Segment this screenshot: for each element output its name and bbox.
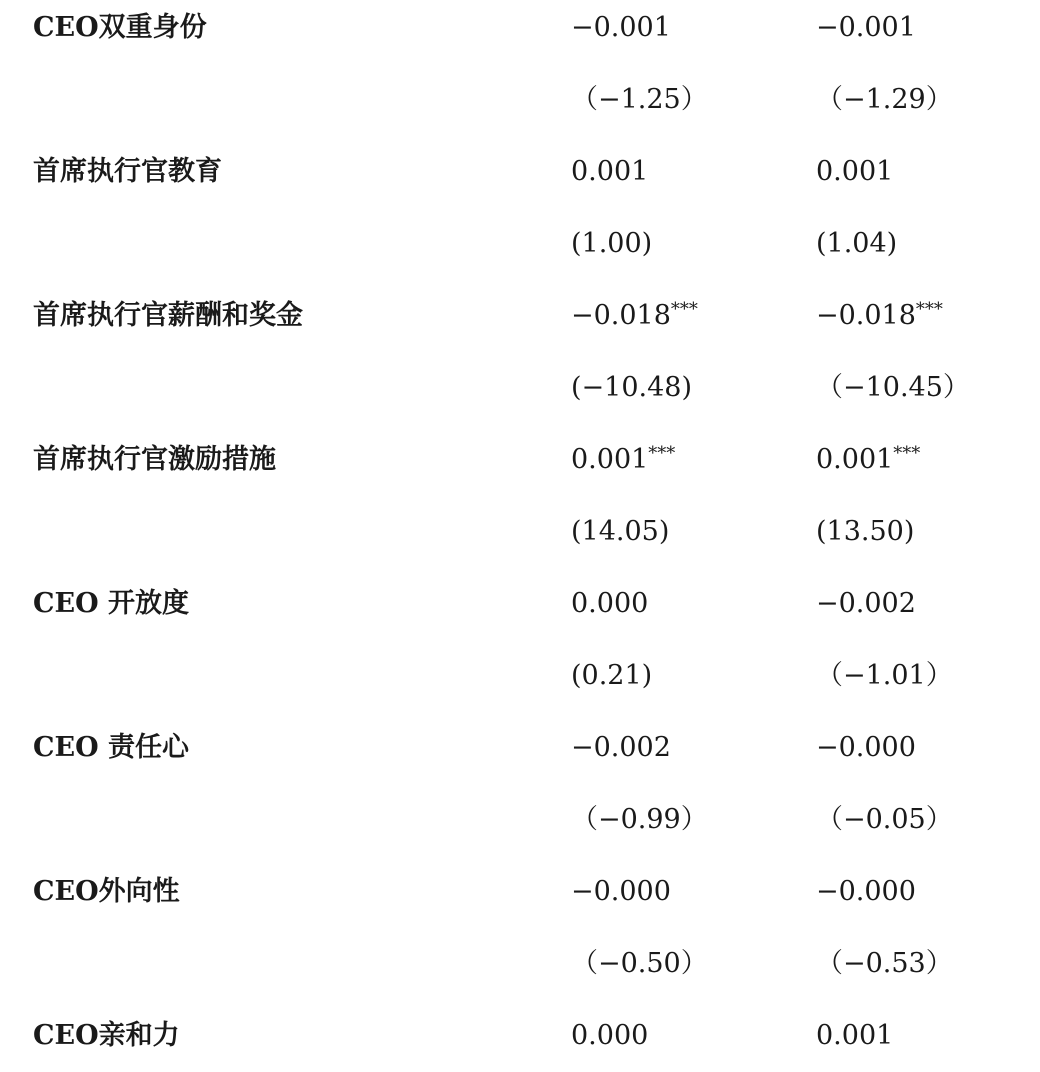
tstat-col2: (13.50) [816, 516, 915, 547]
coefficient-col2: −0.000 [816, 876, 916, 907]
coefficient-col2: 0.001 [816, 156, 894, 187]
tstat-col2: （−0.53） [816, 948, 953, 979]
significance-stars: *** [893, 443, 921, 464]
table-row [0, 568, 1040, 640]
table-row [0, 856, 1040, 928]
coefficient-col2: 0.001*** [816, 443, 921, 475]
coefficient-col2: −0.018*** [816, 299, 943, 331]
row-label: CEO 开放度 [33, 588, 189, 619]
significance-stars: *** [670, 299, 698, 320]
coefficient-col1: −0.000 [571, 876, 671, 907]
row-label: CEO外向性 [33, 876, 180, 907]
significance-stars: *** [648, 443, 676, 464]
table-row [0, 640, 1040, 712]
coefficient-col1: 0.000 [571, 1020, 649, 1051]
tstat-col2: （−1.29） [816, 84, 953, 115]
table-row [0, 208, 1040, 280]
coefficient-col2: 0.001 [816, 1020, 894, 1051]
coefficient-col2: −0.001 [816, 12, 916, 43]
tstat-col1: （−0.50） [571, 948, 708, 979]
table-row [0, 280, 1040, 352]
tstat-col2: （−10.45） [816, 372, 970, 403]
tstat-col1: (1.00) [571, 228, 653, 259]
table-row [0, 64, 1040, 136]
tstat-col2: （−0.05） [816, 804, 953, 835]
table-row [0, 424, 1040, 496]
table-row [0, 1000, 1040, 1072]
row-label: 首席执行官教育 [33, 156, 222, 187]
coefficient-col2: −0.002 [816, 588, 916, 619]
table-row [0, 0, 1040, 64]
row-label: CEO亲和力 [33, 1020, 180, 1051]
row-label: 首席执行官薪酬和奖金 [33, 300, 303, 331]
row-label: CEO双重身份 [33, 12, 207, 43]
tstat-col1: (14.05) [571, 516, 670, 547]
tstat-col2: (1.04) [816, 228, 898, 259]
coefficient-col2: −0.000 [816, 732, 916, 763]
table-row [0, 352, 1040, 424]
coefficient-col1: 0.000 [571, 588, 649, 619]
table-row [0, 712, 1040, 784]
row-label: 首席执行官激励措施 [33, 444, 276, 475]
coefficient-col1: −0.018*** [571, 299, 698, 331]
tstat-col1: （−0.99） [571, 804, 708, 835]
table-row [0, 136, 1040, 208]
row-label: CEO 责任心 [33, 732, 189, 763]
table-row [0, 496, 1040, 568]
tstat-col1: (−10.48) [571, 372, 692, 403]
coefficient-col1: 0.001*** [571, 443, 676, 475]
significance-stars: *** [915, 299, 943, 320]
table-row [0, 928, 1040, 1000]
tstat-col2: （−1.01） [816, 660, 953, 691]
tstat-col1: （−1.25） [571, 84, 708, 115]
coefficient-col1: −0.002 [571, 732, 671, 763]
coefficient-col1: 0.001 [571, 156, 649, 187]
coefficient-col1: −0.001 [571, 12, 671, 43]
tstat-col1: (0.21) [571, 660, 653, 691]
table-row [0, 784, 1040, 856]
